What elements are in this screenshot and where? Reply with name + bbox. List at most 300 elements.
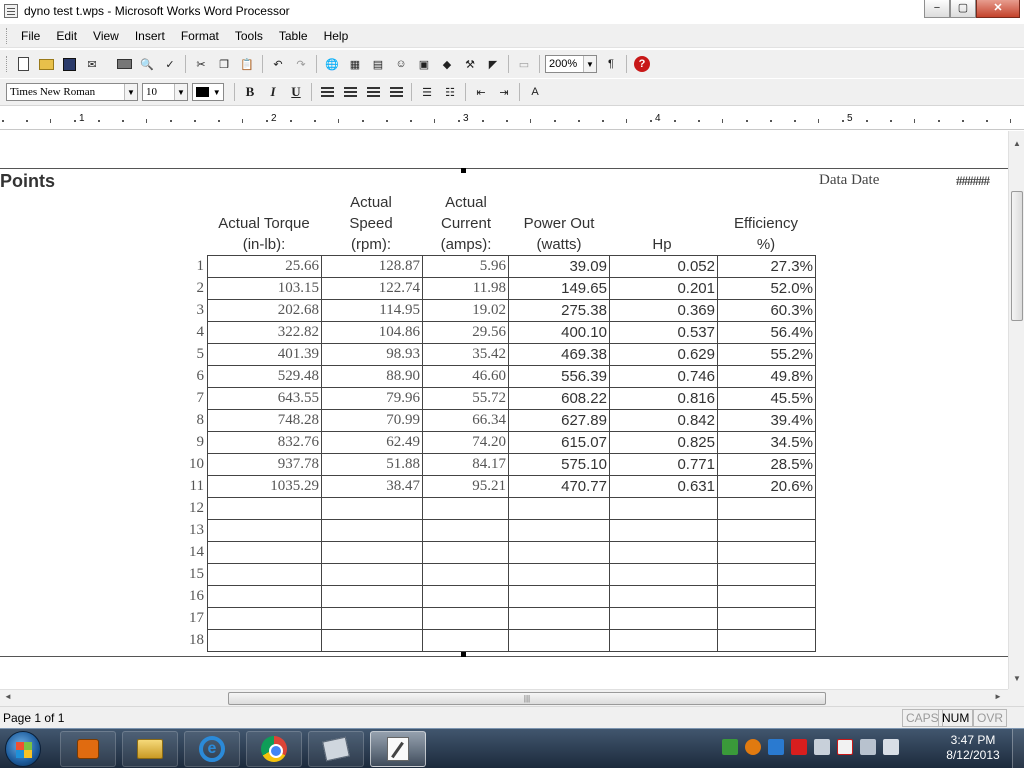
vertical-scroll-thumb[interactable] [1011,191,1023,321]
table-cell[interactable]: 38.47 [322,476,423,498]
table-cell[interactable]: 46.60 [423,366,509,388]
italic-button[interactable]: I [270,84,276,99]
menu-insert[interactable]: Insert [134,28,165,43]
app-icon [322,737,350,762]
ruler-number: 2 [271,113,277,124]
ruler-dot [770,120,772,122]
table-cell[interactable] [423,542,509,564]
table-cell[interactable]: 470.77 [509,476,610,498]
row-number: 12 [189,500,204,516]
power-icon[interactable] [883,739,899,755]
table-cell[interactable]: 55.2% [718,344,816,366]
data-date-value: ###### [956,173,989,188]
resize-handle[interactable] [461,168,466,173]
insert-picture-icon[interactable]: ▣ [418,58,430,71]
table-cell[interactable] [208,586,322,608]
ruler-tick [530,119,531,123]
table-cell[interactable] [208,498,322,520]
header-line: (rpm): [351,236,391,253]
table-cell[interactable]: 28.5% [718,454,816,476]
table-cell[interactable]: 49.8% [718,366,816,388]
row-number: 9 [196,434,204,450]
table-cell[interactable]: 35.42 [423,344,509,366]
table-cell[interactable]: 114.95 [322,300,423,322]
row-number: 11 [189,478,204,494]
ruler-dot [674,120,676,122]
ruler-dot [650,120,652,122]
table-cell[interactable] [610,630,718,652]
toolbar-separator [508,55,509,73]
table-cell[interactable]: 19.02 [423,300,509,322]
show-formatting-icon[interactable]: ¶ [608,58,614,70]
justify-icon[interactable] [386,82,406,102]
table-cell[interactable]: 0.369 [610,300,718,322]
start-button[interactable] [5,731,41,767]
table-cell[interactable] [208,520,322,542]
paste-icon[interactable]: 📋 [240,58,254,71]
bullets-icon[interactable]: ☰ [422,86,432,99]
status-bar [0,706,1024,728]
caps-lock-indicator: CAPS [902,709,943,727]
header-line: %) [756,236,776,253]
table-cell[interactable]: 88.90 [322,366,423,388]
resize-handle[interactable] [461,652,466,657]
scroll-right-button[interactable]: ► [994,692,1002,701]
document-heading: Points [0,171,56,191]
table-cell[interactable] [509,564,610,586]
taskbar-pinned-app[interactable] [308,731,364,767]
table-cell[interactable] [610,520,718,542]
table-row [208,366,816,388]
table-cell[interactable]: 56.4% [718,322,816,344]
table-cell[interactable]: 615.07 [509,432,610,454]
table-cell[interactable] [610,564,718,586]
cut-icon[interactable]: ✂ [196,58,206,71]
table-cell[interactable]: 122.74 [322,278,423,300]
table-row [208,300,816,322]
taskbar-works-word-processor[interactable] [370,731,426,767]
snagit-icon[interactable] [768,739,784,755]
ruler-tick [626,119,627,123]
help-button[interactable] [632,54,652,74]
show-desktop-button[interactable] [1012,729,1024,768]
table-cell[interactable] [322,630,423,652]
table-cell[interactable] [423,498,509,520]
formatting-toolbar [0,79,1024,106]
table-cell[interactable]: 5.96 [423,256,509,278]
chevron-down-icon[interactable]: ▼ [124,84,137,100]
action-center-icon[interactable] [837,739,853,755]
row-number: 8 [196,412,204,428]
table-cell[interactable]: 937.78 [208,454,322,476]
ruler-dot [386,120,388,122]
table-cell[interactable]: 275.38 [509,300,610,322]
page-top-border [0,168,1008,169]
tools-icon[interactable]: ⚒ [465,58,475,71]
toolbar-separator [539,55,540,73]
ruler-tick [722,119,723,123]
menu-grip[interactable] [6,28,9,44]
table-cell[interactable]: 29.56 [423,322,509,344]
insert-spreadsheet-icon[interactable]: ▤ [372,58,384,71]
ruler-dot [314,120,316,122]
ruler-dot [194,120,196,122]
table-cell[interactable]: 51.88 [322,454,423,476]
table-cell[interactable]: 0.816 [610,388,718,410]
table-cell[interactable]: 608.22 [509,388,610,410]
font-size-select[interactable] [142,83,188,101]
ruler-tick [914,119,915,123]
ruler-tick [818,119,819,123]
folder-icon [137,739,163,759]
ruler-dot [2,120,4,122]
table-cell[interactable]: 20.6% [718,476,816,498]
row-number: 7 [196,390,204,406]
table-cell[interactable]: 0.201 [610,278,718,300]
overtype-indicator: OVR [973,709,1007,727]
num-lock-indicator: NUM [938,709,973,727]
menu-edit[interactable]: Edit [56,28,78,43]
copy-icon[interactable]: ❐ [219,58,229,71]
scrollbar-corner [1008,689,1024,706]
table-cell[interactable]: 74.20 [423,432,509,454]
table-cell[interactable]: 98.93 [322,344,423,366]
chevron-down-icon[interactable]: ▼ [174,84,187,100]
table-cell[interactable]: 34.5% [718,432,816,454]
scroll-left-button[interactable]: ◄ [4,692,12,701]
table-cell[interactable] [718,498,816,520]
header-line: Current [440,215,492,232]
table-cell[interactable]: 25.66 [208,256,322,278]
horizontal-ruler[interactable] [0,110,1024,130]
table-cell[interactable]: 62.49 [322,432,423,454]
table-cell[interactable]: 575.10 [509,454,610,476]
menu-file[interactable]: File [21,28,41,43]
font-color-swatch [196,87,209,97]
taskbar-internet-explorer[interactable] [184,731,240,767]
ruler-dot [482,120,484,122]
save-disk-icon[interactable] [59,54,79,74]
ruler-dot [602,120,604,122]
table-cell[interactable] [718,630,816,652]
table-cell[interactable] [322,542,423,564]
menu-bar [0,24,1024,48]
increase-indent-icon[interactable]: ⇥ [499,86,509,99]
table-cell[interactable]: 104.86 [322,322,423,344]
maximize-button[interactable]: ▢ [950,0,976,18]
table-cell[interactable] [718,608,816,630]
windows-logo-icon [16,742,32,758]
network-icon[interactable] [722,739,738,755]
table-cell[interactable] [423,564,509,586]
close-button[interactable]: ✕ [976,0,1020,18]
align-center-icon[interactable] [340,82,360,102]
column-header-hp [640,234,684,255]
chevron-down-icon[interactable]: ▼ [211,84,224,100]
horizontal-scroll-thumb[interactable]: ||| [228,692,826,705]
table-cell[interactable] [610,542,718,564]
table-cell[interactable]: 66.34 [423,410,509,432]
vertical-scrollbar[interactable] [1008,131,1024,689]
table-cell[interactable] [509,542,610,564]
clock-time: 3:47 PM [950,733,996,747]
insert-clip-art-icon[interactable]: ☺ [395,58,407,70]
ruler-dot [746,120,748,122]
table-cell[interactable]: 202.68 [208,300,322,322]
header-line: Hp [652,236,672,253]
row-number: 5 [196,346,204,362]
table-row [208,454,816,476]
table-row [208,586,816,608]
menu-help[interactable]: Help [323,28,349,43]
ruler-number: 3 [463,113,469,124]
redo-icon[interactable]: ↷ [296,58,306,71]
header-line: Actual Torque [218,215,310,232]
menu-tools[interactable]: Tools [234,28,263,43]
word-processor-icon [387,737,409,761]
open-folder-icon[interactable] [36,54,56,74]
bluetooth-icon[interactable] [745,739,761,755]
table-cell[interactable]: 70.99 [322,410,423,432]
ruler-tick [434,119,435,123]
header-line: Power Out [523,215,595,232]
column-header-power [512,213,606,255]
row-number: 4 [196,324,204,340]
new-document-icon[interactable] [13,54,33,74]
system-clock[interactable] [938,733,1008,763]
scroll-down-button[interactable]: ▼ [1013,674,1021,683]
table-cell[interactable]: 0.825 [610,432,718,454]
standard-toolbar [0,50,1024,78]
table-row [208,410,816,432]
row-number: 14 [189,544,204,560]
ruler-number: 5 [847,113,853,124]
table-cell[interactable] [208,630,322,652]
header-line: (in-lb): [242,236,286,253]
table-cell[interactable] [610,608,718,630]
numbering-icon[interactable]: ☷ [445,86,455,99]
table-cell[interactable]: 39.09 [509,256,610,278]
ruler-dot [578,120,580,122]
table-cell[interactable]: 627.89 [509,410,610,432]
ruler-dot [554,120,556,122]
taskbar-google-chrome[interactable] [246,731,302,767]
table-cell[interactable] [208,608,322,630]
menu-format[interactable]: Format [180,28,219,43]
table-cell[interactable] [322,608,423,630]
ruler-dot [218,120,220,122]
undo-icon[interactable]: ↶ [273,58,283,71]
table-row [208,630,816,652]
window-title: dyno test t.wps - Microsoft Works Word Processor [24,4,290,18]
table-cell[interactable] [423,608,509,630]
ruler-dot [74,120,76,122]
ruler-tick [146,119,147,123]
chevron-down-icon[interactable]: ▼ [583,56,596,72]
table-cell[interactable] [610,586,718,608]
font-size-value: 10 [146,86,157,98]
table-cell[interactable]: 149.65 [509,278,610,300]
table-cell[interactable]: 95.21 [423,476,509,498]
columns-icon[interactable]: ◤ [488,58,498,71]
table-cell[interactable] [718,542,816,564]
toolbar-grip[interactable] [6,56,9,72]
taskbar-windows-explorer[interactable] [122,731,178,767]
table-cell[interactable] [322,564,423,586]
ruler-dot [890,120,892,122]
row-number: 17 [189,610,204,626]
table-cell[interactable]: 556.39 [509,366,610,388]
table-cell[interactable]: 0.746 [610,366,718,388]
table-cell[interactable] [718,564,816,586]
table-cell[interactable] [718,586,816,608]
table-cell[interactable]: 128.87 [322,256,423,278]
ruler-dot [26,120,28,122]
table-cell[interactable] [423,520,509,542]
menu-view[interactable]: View [93,28,119,43]
table-cell[interactable] [509,586,610,608]
table-cell[interactable]: 11.98 [423,278,509,300]
clock-date: 8/12/2013 [946,748,1000,762]
ruler-dot [506,120,508,122]
row-number-column [170,255,204,651]
underline-button[interactable]: U [291,84,301,99]
system-tray [722,739,906,755]
table-cell[interactable]: 322.82 [208,322,322,344]
header-line: Efficiency [734,215,798,232]
ruler-dot [266,120,268,122]
table-row [208,278,816,300]
table-cell[interactable] [423,586,509,608]
table-cell[interactable]: 0.052 [610,256,718,278]
table-row [208,542,816,564]
align-right-icon[interactable] [363,82,383,102]
table-cell[interactable]: 84.17 [423,454,509,476]
table-cell[interactable] [509,630,610,652]
internet-explorer-icon: e [199,736,225,762]
row-number: 2 [196,280,204,296]
table-cell[interactable]: 27.3% [718,256,816,278]
ruler-dot [410,120,412,122]
zoom-icon[interactable]: ▭ [518,58,530,71]
table-cell[interactable]: 45.5% [718,388,816,410]
zoom-select[interactable] [545,55,597,73]
header-line: Speed [349,215,393,232]
column-header-speed [335,192,407,255]
table-cell[interactable]: 469.38 [509,344,610,366]
header-line: Actual [350,194,392,211]
table-cell[interactable]: 832.76 [208,432,322,454]
table-row [208,256,816,278]
table-cell[interactable] [509,520,610,542]
table-cell[interactable]: 0.842 [610,410,718,432]
font-name-select[interactable] [6,83,138,101]
align-left-icon[interactable] [317,82,337,102]
format-painter-icon[interactable]: A [531,86,539,98]
table-cell[interactable]: 0.631 [610,476,718,498]
document-icon[interactable] [4,4,18,18]
table-cell[interactable]: 39.4% [718,410,816,432]
display-icon[interactable] [814,739,830,755]
ruler-dot [122,120,124,122]
header-line: (watts) [536,236,582,253]
ruler-tick [50,119,51,123]
table-cell[interactable]: 1035.29 [208,476,322,498]
bold-button[interactable]: B [245,84,255,99]
row-number: 6 [196,368,204,384]
column-header-torque [207,213,321,255]
table-cell[interactable]: 0.771 [610,454,718,476]
table-cell[interactable]: 401.39 [208,344,322,366]
insert-hyperlink-icon[interactable]: 🌐 [325,58,339,71]
table-cell[interactable]: 400.10 [509,322,610,344]
print-preview-icon[interactable]: 🔍 [140,58,154,71]
minimize-button[interactable]: − [924,0,950,18]
table-cell[interactable] [208,564,322,586]
insert-table-icon[interactable]: ▦ [349,58,361,71]
table-cell[interactable]: 60.3% [718,300,816,322]
table-cell[interactable]: 103.15 [208,278,322,300]
volume-icon[interactable] [860,739,876,755]
table-cell[interactable] [322,586,423,608]
header-line: Actual [445,194,487,211]
media-player-icon [77,739,99,759]
spell-check-icon[interactable]: ✓ [165,58,175,71]
print-icon[interactable] [114,54,134,74]
help-icon: ? [634,56,650,72]
table-row [208,520,816,542]
scroll-up-button[interactable]: ▲ [1013,139,1021,148]
table-cell[interactable]: 0.629 [610,344,718,366]
table-row [208,388,816,410]
table-cell[interactable] [509,608,610,630]
ruler-dot [866,120,868,122]
taskbar-windows-media-player[interactable] [60,731,116,767]
row-number: 13 [189,522,204,538]
table-cell[interactable] [423,630,509,652]
table-cell[interactable]: 643.55 [208,388,322,410]
table-cell[interactable]: 52.0% [718,278,816,300]
table-cell[interactable]: 79.96 [322,388,423,410]
horizontal-scrollbar[interactable] [0,689,1008,706]
table-cell[interactable]: 55.72 [423,388,509,410]
pdf-icon[interactable] [791,739,807,755]
table-cell[interactable] [509,498,610,520]
font-color-select[interactable] [192,83,224,101]
table-cell[interactable] [322,498,423,520]
table-cell[interactable]: 748.28 [208,410,322,432]
document-area[interactable] [0,131,1008,689]
menu-table[interactable]: Table [278,28,308,43]
table-cell[interactable] [208,542,322,564]
table-cell[interactable] [322,520,423,542]
email-icon[interactable]: ✉ [87,58,97,71]
table-cell[interactable] [610,498,718,520]
table-row [208,322,816,344]
table-row [208,344,816,366]
row-number: 16 [189,588,204,604]
decrease-indent-icon[interactable]: ⇤ [476,86,486,99]
table-cell[interactable]: 529.48 [208,366,322,388]
font-name-value: Times New Roman [10,86,96,98]
insert-object-icon[interactable]: ◆ [442,58,452,71]
table-cell[interactable] [718,520,816,542]
table-row [208,476,816,498]
table-row [208,564,816,586]
window-controls [924,0,1020,18]
ruler-tick [338,119,339,123]
table-cell[interactable]: 0.537 [610,322,718,344]
